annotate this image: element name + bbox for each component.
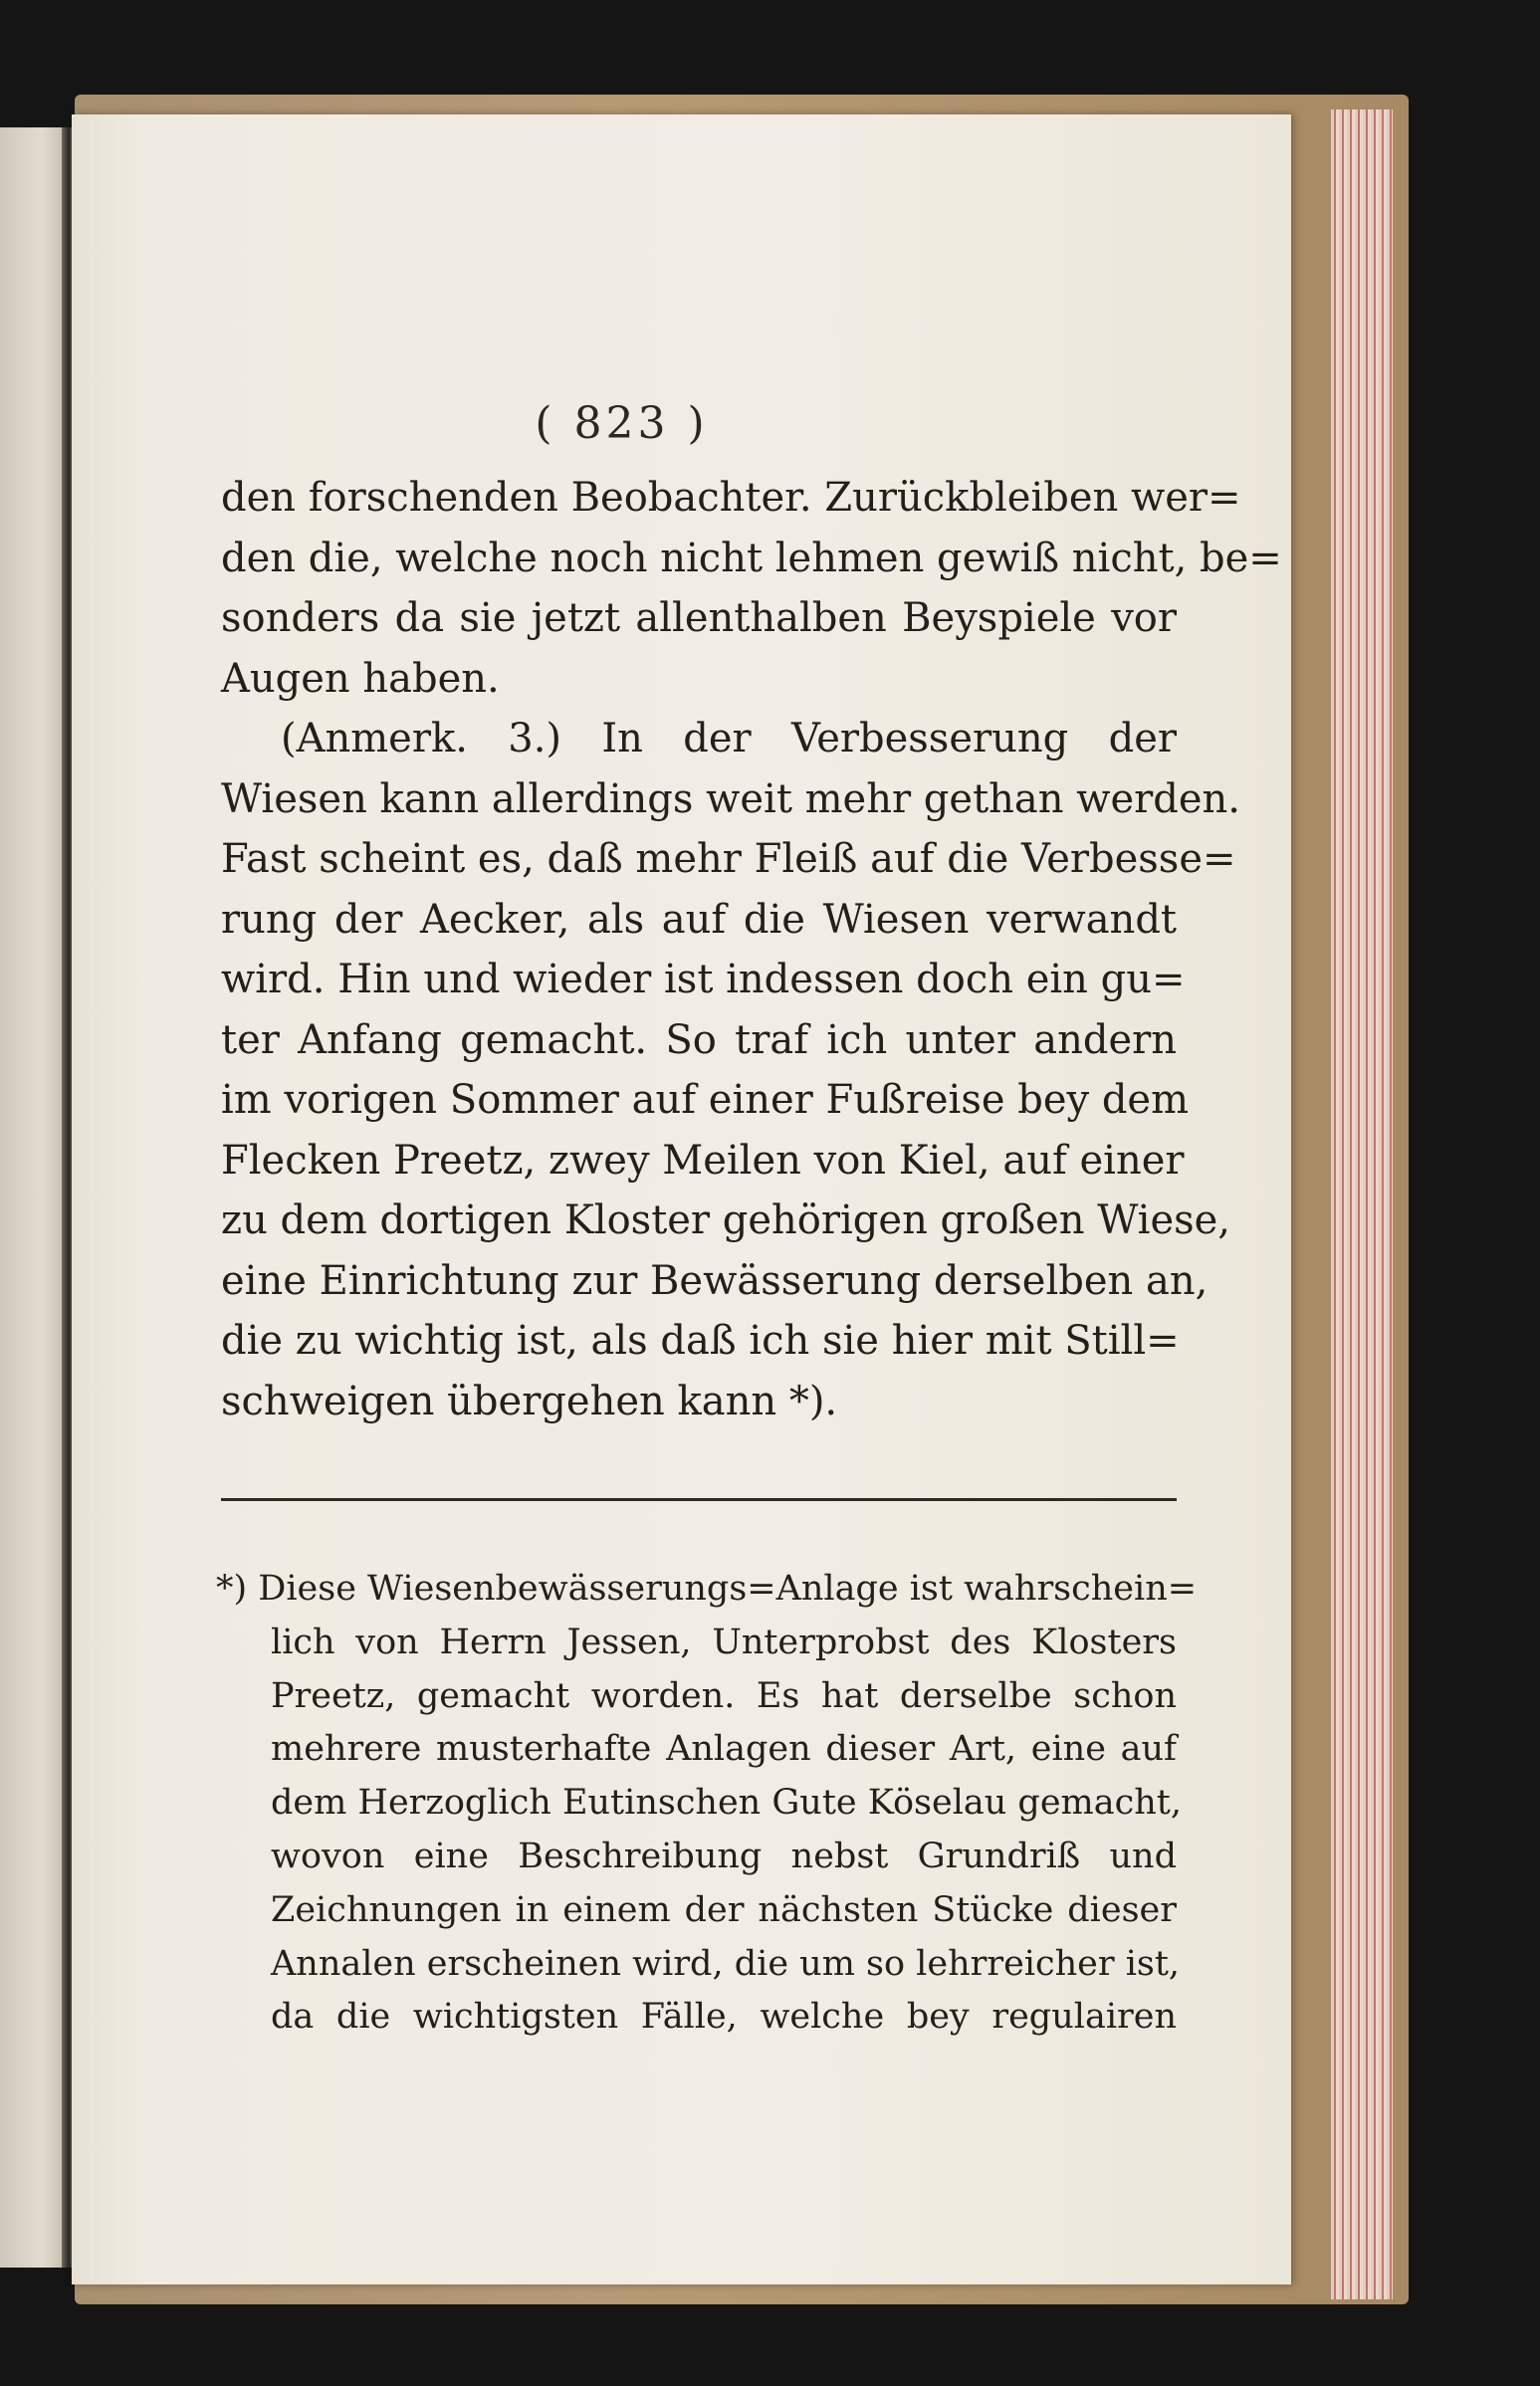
text-line: rung der Aecker, als auf die Wiesen verwandt	[221, 896, 1177, 943]
footnote-line: *) Diese Wiesenbewässerungs=Anlage ist wahrschein=	[216, 1569, 1198, 1609]
footnote-line: Annalen erscheinen wird, die um so lehrreicher ist,	[271, 1943, 1181, 1984]
footnote-line: da die wichtigsten Fälle, welche bey regulairen	[271, 1997, 1177, 2038]
footnote-line: Zeichnungen in einem der nächsten Stücke dieser	[271, 1889, 1177, 1930]
footnote-line: dem Herzoglich Eutinschen Gute Köselau gemacht,	[271, 1783, 1182, 1824]
text-line: Wiesen kann allerdings weit mehr gethan werden.	[221, 775, 1241, 822]
text-line: den forschenden Beobachter. Zurückbleiben wer=	[221, 475, 1241, 521]
text-line: wird. Hin und wieder ist indessen doch ein gu=	[221, 957, 1186, 1002]
footnote-line: wovon eine Beschreibung nebst Grundriß und	[271, 1836, 1177, 1876]
footnote-line: Preetz, gemacht worden. Es hat derselbe schon	[271, 1675, 1177, 1716]
footnote-divider	[221, 1498, 1177, 1501]
main-text	[221, 468, 1282, 1431]
text-line: (Anmerk. 3.) In der Verbesserung der	[281, 716, 1177, 761]
text-line: den die, welche noch nicht lehmen gewiß nicht, be=	[221, 535, 1282, 581]
text-line: eine Einrichtung zur Bewässerung derselben an,	[221, 1257, 1209, 1304]
text-line: schweigen übergehen kann *).	[221, 1378, 838, 1424]
text-line: Flecken Preetz, zwey Meilen von Kiel, auf einer	[221, 1137, 1185, 1184]
text-line: ter Anfang gemacht. So traf ich unter andern	[221, 1016, 1177, 1063]
page-number: ( 823 )	[535, 398, 709, 449]
page-block-edge	[1331, 109, 1393, 2299]
footnote-line: mehrere musterhafte Anlagen dieser Art, eine auf	[271, 1729, 1177, 1770]
footnote-line: lich von Herrn Jessen, Unterprobst des Klosters	[271, 1622, 1177, 1662]
text-line: die zu wichtig ist, als daß ich sie hier mit Still=	[221, 1318, 1180, 1364]
text-line: im vorigen Sommer auf einer Fußreise bey dem	[221, 1077, 1190, 1123]
text-line: sonders da sie jetzt allenthalben Beyspiele vor	[221, 595, 1177, 641]
text-line: Fast scheint es, daß mehr Fleiß auf die Verbesse=	[221, 836, 1236, 882]
book-page	[72, 114, 1291, 2284]
footnote	[216, 1563, 1198, 2045]
text-line: zu dem dortigen Kloster gehörigen großen Wiese,	[221, 1197, 1231, 1243]
text-line: Augen haben.	[221, 655, 500, 702]
